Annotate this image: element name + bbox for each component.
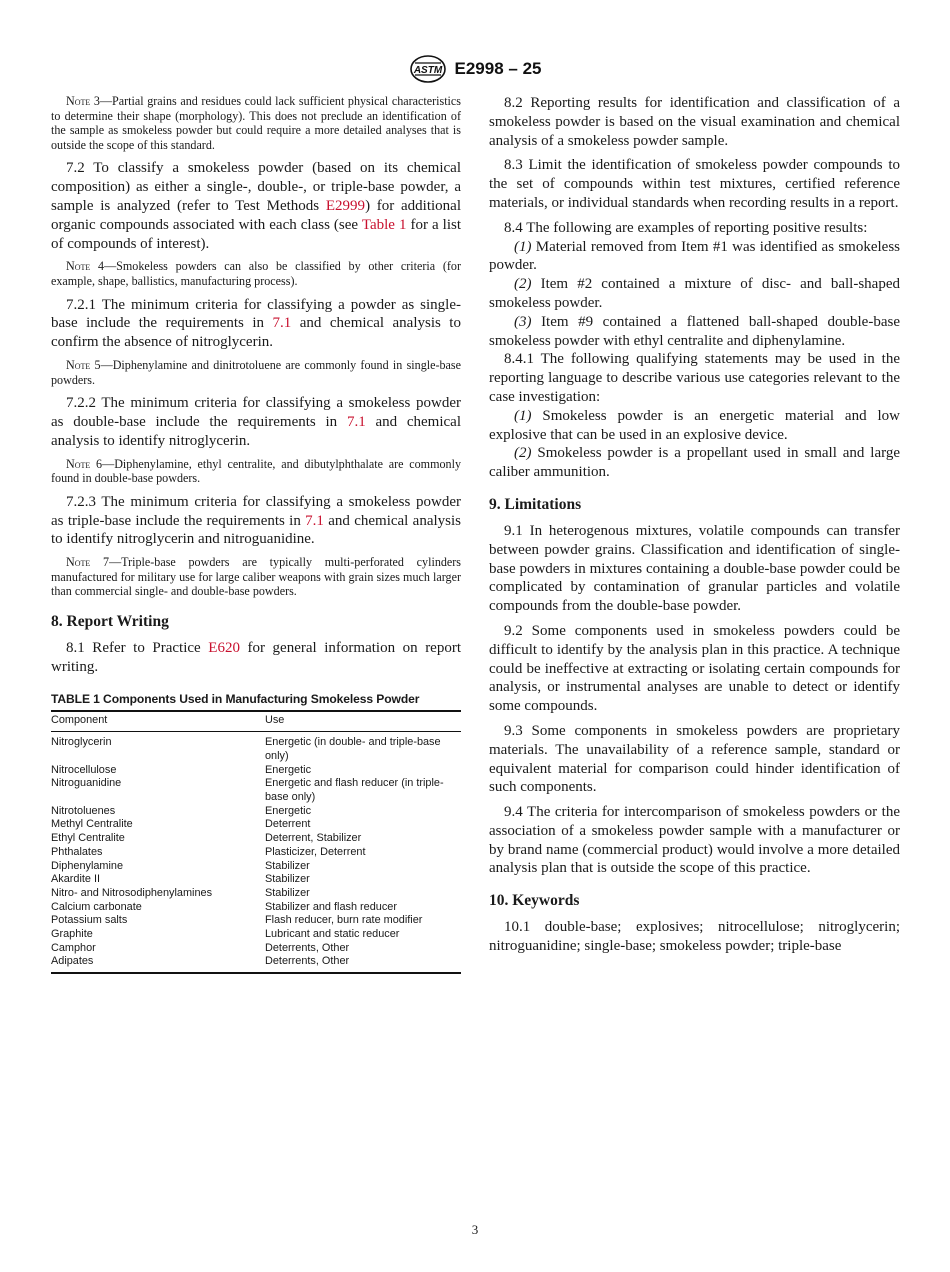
table-row xyxy=(51,805,461,819)
left-column xyxy=(51,94,461,974)
paragraph-8-1: 8.1 Refer to Practice E620 for general information on report writing. xyxy=(51,639,462,675)
paragraph-9-1: 9.1 In heterogenous mixtures, volatile compounds can transfer between powder grains. Classification and identification of single-base powders in mixtures containing a double-base powder could be complicated by contamination of granular particles and volatile compounds from the double-base powder. xyxy=(489,522,900,615)
paragraph-8-4: 8.4 The following are examples of reporting positive results: xyxy=(504,219,868,236)
paragraph-9-2: 9.2 Some components used in smokeless powders could be difficult to identify by the analysis plan in this practice. A technique could be ineffective at extracting or isolating certain compounds for analysis, or instrumental analyses are unable to detect or identify some compounds. xyxy=(489,622,900,715)
component-cell: Nitroguanidine xyxy=(51,777,122,790)
component-cell: Phthalates xyxy=(51,845,103,858)
link-table-1[interactable]: Table 1 xyxy=(361,216,407,233)
table-1-title: TABLE 1 Components Used in Manufacturing Smokeless Powder xyxy=(51,692,420,707)
component-cell: Nitrocellulose xyxy=(51,763,117,776)
use-cell: Deterrent, Stabilizer xyxy=(265,832,362,845)
note-3: Note 3—Partial grains and residues could lack sufficient physical characteristics to determine their shape (morphology). This does not preclude an identification of the sample as smokeless powder but could require a more detailed analyses that is outside the scope of this standard. xyxy=(51,94,461,152)
component-cell: Akardite II xyxy=(51,873,101,886)
table-row xyxy=(51,942,461,956)
note-7: Note 7—Triple-base powders are typically multi-perforated cylinders manufactured for military use for large caliber weapons with grain sizes much larger than commercial single- and double-base powders. xyxy=(51,555,462,599)
component-cell: Calcium carbonate xyxy=(51,900,142,913)
note-4: Note 4—Smokeless powders can also be classified by other criteria (for example, shape, ballistics, manufacturing process). xyxy=(51,259,461,288)
section-8-heading: 8. Report Writing xyxy=(51,612,169,630)
page-header xyxy=(0,54,950,84)
paragraph-8-2: 8.2 Reporting results for identification and classification of a smokeless powder is based on the visual examination and chemical analysis of a smokeless powder sample. xyxy=(489,95,900,149)
link-7-1[interactable]: 7.1 xyxy=(305,512,324,529)
use-cell: Stabilizer xyxy=(265,873,310,886)
example-1: (1) Material removed from Item #1 was identified as smokeless powder. xyxy=(489,238,900,274)
link-e620[interactable]: E620 xyxy=(208,639,240,656)
paragraph-7-2-3: 7.2.3 The minimum criteria for classifying a smokeless powder as triple-base include the requirements in 7.1 and chemical analysis to identify nitroglycerin and nitroguanidine. xyxy=(51,493,461,548)
component-cell: Adipates xyxy=(51,955,265,973)
paragraph-10-1: 10.1 double-base; explosives; nitrocellulose; nitroglycerin; nitroguanidine; single-base; smokeless powder; triple-base xyxy=(489,919,900,955)
table-row xyxy=(51,818,461,832)
paragraph-9-4: 9.4 The criteria for intercomparison of smokeless powders or the association of a smokeless powder sample with a manufacturer or by brand name (commercial product) would involve a more detailed analysis plan that is outside the scope of this practice. xyxy=(489,804,900,877)
astm-logo-icon xyxy=(409,54,447,84)
section-9-heading: 9. Limitations xyxy=(489,495,582,513)
use-cell: Energetic xyxy=(265,763,312,776)
component-cell: Nitroglycerin xyxy=(51,736,112,749)
use-cell: Flash reducer, burn rate modifier xyxy=(265,914,423,927)
table-row xyxy=(51,873,461,887)
qualifying-statement-2: (2) Smokeless powder is a propellant used in small and large caliber ammunition. xyxy=(489,445,900,481)
section-10-heading: 10. Keywords xyxy=(489,892,580,910)
component-cell: Graphite xyxy=(51,928,93,941)
components-table xyxy=(51,710,461,974)
use-cell: Stabilizer and flash reducer xyxy=(265,900,397,913)
use-cell: Deterrent xyxy=(265,818,311,831)
component-cell: Ethyl Centralite xyxy=(51,832,125,845)
column-header-component: Component xyxy=(51,711,265,731)
table-row xyxy=(51,860,461,874)
use-cell: Energetic xyxy=(265,804,312,817)
paragraph-7-2: 7.2 To classify a smokeless powder (based on its chemical composition) as either a single-, double-, or triple-base powder, a sample is analyzed (refer to Test Methods E2999) for additional organic compounds associated with each class (see Table 1 for a list of compounds of interest). xyxy=(51,160,461,252)
table-row xyxy=(51,732,461,764)
component-cell: Potassium salts xyxy=(51,914,128,927)
table-header-row xyxy=(51,711,461,731)
paragraph-8-3: 8.3 Limit the identification of smokeless powder compounds to the set of compounds within test mixtures, certified reference materials, or individual standards when recording results in a report. xyxy=(489,157,900,211)
table-row xyxy=(51,887,461,901)
table-row xyxy=(51,928,461,942)
link-e2999[interactable]: E2999 xyxy=(325,197,366,214)
qualifying-statement-1: (1) Smokeless powder is an energetic material and low explosive that can be used in an explosive device. xyxy=(489,407,900,443)
table-row xyxy=(51,955,461,973)
note-5: Note 5—Diphenylamine and dinitrotoluene are commonly found in single-base powders. xyxy=(51,357,461,387)
use-cell: Stabilizer xyxy=(265,886,310,899)
table-row xyxy=(51,846,461,860)
paragraph-7-2-2: 7.2.2 The minimum criteria for classifying a smokeless powder as double-base include the requirements in 7.1 and chemical analysis to identify nitroglycerin. xyxy=(51,395,462,449)
paragraph-7-2-1: 7.2.1 The minimum criteria for classifying a powder as single-base include the requirements in 7.1 and chemical analysis to confirm the absence of nitroglycerin. xyxy=(51,296,461,351)
paragraph-8-4-1: 8.4.1 The following qualifying statements may be used in the reporting language to describe various use categories relevant to the case investigation: xyxy=(489,351,900,405)
use-cell: Energetic and flash reducer (in triple-base only) xyxy=(265,777,444,803)
svg-text:ASTM: ASTM xyxy=(413,65,442,76)
example-3: (3) Item #9 contained a flattened ball-shaped double-base smokeless powder with ethyl centralite and diphenylamine. xyxy=(489,313,900,349)
component-cell: Camphor xyxy=(51,941,96,954)
link-7-1[interactable]: 7.1 xyxy=(272,315,292,332)
note-6: Note 6—Diphenylamine, ethyl centralite, and dibutylphthalate are commonly found in double-base powders. xyxy=(51,456,461,486)
component-cell: Nitrotoluenes xyxy=(51,804,116,817)
table-row xyxy=(51,901,461,915)
page-number: 3 xyxy=(471,1222,479,1237)
table-row xyxy=(51,914,461,928)
component-cell: Methyl Centralite xyxy=(51,818,133,831)
table-row xyxy=(51,777,461,804)
use-cell: Lubricant and static reducer xyxy=(265,928,400,941)
column-header-use: Use xyxy=(265,711,461,731)
use-cell: Stabilizer xyxy=(265,859,310,872)
component-cell: Diphenylamine xyxy=(51,859,124,872)
use-cell: Deterrents, Other xyxy=(265,941,350,954)
table-row xyxy=(51,764,461,778)
right-column xyxy=(489,94,900,962)
link-7-1[interactable]: 7.1 xyxy=(346,413,366,430)
paragraph-9-3: 9.3 Some components in smokeless powders are proprietary materials. The unavailability of a reference sample, standard or equivalent material for comparison could hinder identification of such components. xyxy=(489,722,900,796)
standard-designation: E2998 – 25 xyxy=(454,59,542,78)
table-row xyxy=(51,832,461,846)
component-cell: Nitro- and Nitrosodiphenylamines xyxy=(51,886,213,899)
use-cell: Energetic (in double- and triple-base only) xyxy=(265,736,441,762)
use-cell: Plasticizer, Deterrent xyxy=(265,845,366,858)
example-2: (2) Item #2 contained a mixture of disc- and ball-shaped smokeless powder. xyxy=(489,276,900,311)
use-cell: Deterrents, Other xyxy=(265,955,461,973)
